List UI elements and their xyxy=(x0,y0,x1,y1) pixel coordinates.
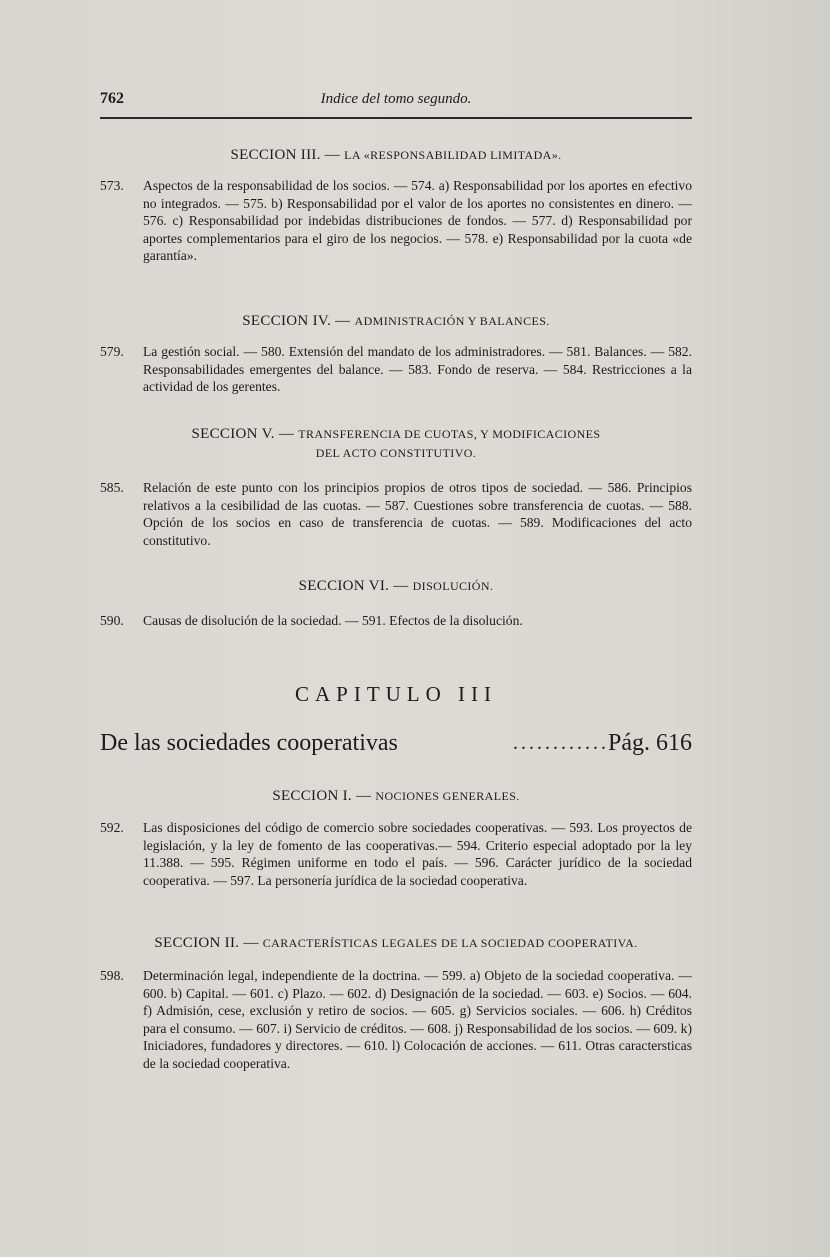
section-heading xyxy=(100,312,692,331)
section-heading xyxy=(100,934,692,953)
section-paragraph xyxy=(100,177,692,265)
section-paragraph xyxy=(100,819,692,889)
header-rule xyxy=(100,117,692,119)
paragraph-number: 573. xyxy=(100,178,124,193)
section-heading xyxy=(100,787,692,806)
page-number: 762 xyxy=(100,90,124,107)
paragraph-text: Determinación legal, independiente de la doctrina. — 599. a) Objeto de la sociedad cooperativa. — 600. b) Capital. — 601. c) Plazo. — 602. d) Designación de la sociedad. — 603. e) Socios. — 604. f) Admisión, cese, exclusión y retiro de socios. — 605. g) Servicios sociales. — 606. h) Créditos para el consumo. — 607. i) Servicio de créditos. — 608. j) Responsabilidad de los socios. — 609. k) Iniciadores, fundadores y directores. — 610. l) Colocación de acciones. — 611. Otras caractersticas de la sociedad cooperativa. xyxy=(143,968,692,1071)
section-heading-sub: ADMINISTRACIÓN Y BALANCES. xyxy=(354,314,550,328)
paragraph-number: 579. xyxy=(100,344,124,359)
leader-dots: ............ xyxy=(513,732,609,754)
section-paragraph xyxy=(100,343,692,396)
paragraph-number: 585. xyxy=(100,480,124,495)
paragraph-number: 592. xyxy=(100,820,124,835)
section-paragraph xyxy=(100,479,692,549)
section-paragraph xyxy=(100,612,692,630)
chapter-title-line xyxy=(100,730,692,762)
page-header xyxy=(100,90,692,114)
running-title: Indice del tomo segundo. xyxy=(320,91,472,107)
chapter-title: De las sociedades cooperativas xyxy=(100,730,398,756)
paragraph-number: 598. xyxy=(100,968,124,983)
section-heading-sub-line2: DEL ACTO CONSTITUTIVO. xyxy=(315,446,477,460)
section-heading-sub: CARACTERÍSTICAS LEGALES DE LA SOCIEDAD COOPERATIVA. xyxy=(262,936,638,950)
paragraph-text: Aspectos de la responsabilidad de los socios. — 574. a) Responsabilidad por los aportes en efectivo no integrados. — 575. b) Responsabilidad por el valor de los aportes no consistentes en dinero. — 576. c) Responsabilidad por indebidas distribuciones de fondos. — 577. d) Responsabilidad por aportes complementarios para el giro de los negocios. — 578. e) Responsabilidad por la cuota «de garantía». xyxy=(143,178,692,263)
paragraph-text: Causas de disolución de la sociedad. — 591. Efectos de la disolución. xyxy=(143,613,523,628)
section-heading xyxy=(100,425,692,463)
chapter-page: Pág. 616 xyxy=(608,730,692,756)
section-heading xyxy=(100,577,692,596)
paragraph-number: 590. xyxy=(100,613,124,628)
section-heading-main: SECCION III. — xyxy=(230,147,341,163)
section-heading-main: SECCION V. — xyxy=(191,426,295,442)
section-heading-sub: LA «RESPONSABILIDAD LIMITADA». xyxy=(344,148,562,162)
section-paragraph xyxy=(100,967,692,1072)
paragraph-text: Relación de este punto con los principios propios de otros tipos de sociedad. — 586. Principios relativos a la cesibilidad de las cuotas. — 587. Cuestiones sobre transferencia de cuotas. — 588. Opción de los socios en caso de transferencia de cuotas. — 589. Modificaciones del acto constitutivo. xyxy=(143,480,692,548)
section-heading-sub: NOCIONES GENERALES. xyxy=(375,789,520,803)
section-heading-main: SECCION I. — xyxy=(272,788,372,804)
section-heading-main: SECCION II. — xyxy=(154,935,259,951)
paragraph-text: Las disposiciones del código de comercio sobre sociedades cooperativas. — 593. Los proyectos de legislación, y la ley de fomento de las cooperativas.— 594. Criterio especial adoptado por la ley 11.388. — 595. Régimen uniforme en todo el país. — 596. Carácter jurídico de la sociedad cooperativa. — 597. La personería jurídica de la sociedad cooperativa. xyxy=(143,820,692,888)
section-heading xyxy=(100,146,692,165)
section-heading-main: SECCION VI. — xyxy=(298,578,409,594)
section-heading-sub: DISOLUCIÓN. xyxy=(412,579,494,593)
section-heading-main: SECCION IV. — xyxy=(242,313,351,329)
section-heading-sub: TRANSFERENCIA DE CUOTAS, Y MODIFICACIONES xyxy=(298,427,601,441)
paragraph-text: La gestión social. — 580. Extensión del mandato de los administradores. — 581. Balances. — 582. Responsabilidades emergentes del balance. — 583. Fondo de reserva. — 584. Restricciones a la actividad de los gerentes. xyxy=(143,344,692,394)
chapter-label: CAPITULO III xyxy=(294,682,498,706)
